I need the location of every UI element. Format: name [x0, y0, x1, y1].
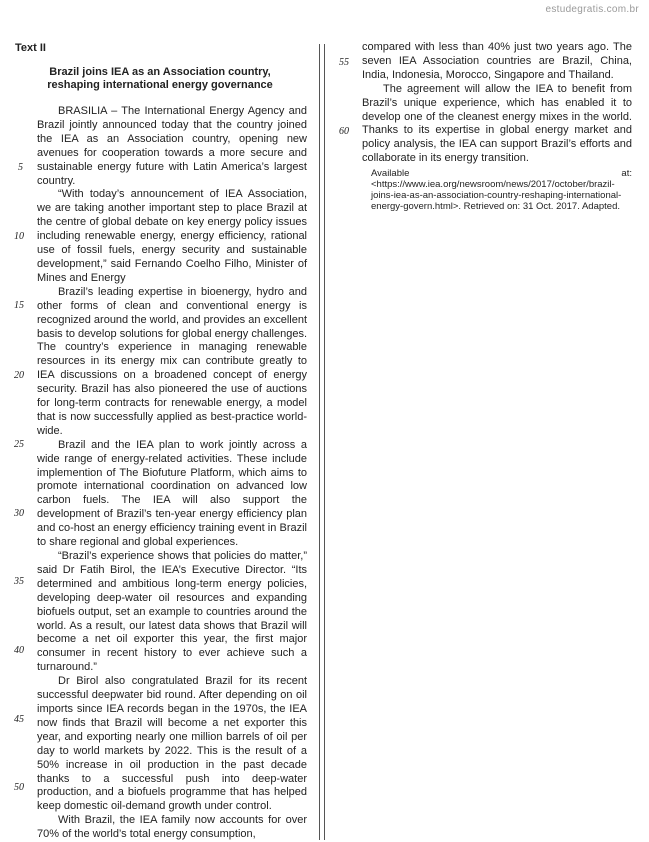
line-number: 10	[14, 231, 24, 242]
line-number: 25	[14, 439, 24, 450]
source-citation: Available at: <https://www.iea.org/newsroom/news/2017/october/brazil-joins-iea-as-an-association-country-reshaping-international-energy-govern.html>. Retrieved on: 31 Oct. 2017. Adapted.	[371, 168, 632, 212]
line-number: 30	[14, 508, 24, 519]
line-number: 50	[14, 782, 24, 793]
line-number: 35	[14, 576, 24, 587]
column-divider	[319, 44, 325, 840]
paragraph: The agreement will allow the IEA to benefit from Brazil’s unique experience, which has enabled it to develop one of the cleanest energy mixes in the world. Thanks to its expertise in global energy market and policy analysis, the IEA can support Brazil’s efforts and collaborate in its energy transition.	[362, 82, 632, 165]
paragraph: BRASILIA – The International Energy Agency and Brazil jointly announced today that the country joined the IEA as an Association country, opening new avenues for cooperation towards a more secure and sustainable energy future with Latin America’s largest country.	[37, 105, 307, 187]
article-title: Brazil joins IEA as an Association country, reshaping international energy governance	[47, 66, 273, 91]
line-number: 20	[14, 370, 24, 381]
watermark: estudegratis.com.br	[545, 4, 639, 15]
line-number: 5	[18, 162, 23, 173]
paragraph: Brazil and the IEA plan to work jointly across a wide range of energy-related activities. These include implemention of The Biofuture Platform, which aims to promote international coordination on advanced low carbon fuels. The IEA will also support the development of Brazil’s ten-year energy efficiency plan and co-host an energy efficiency training event in Brazil to share regional and global experiences.	[37, 438, 307, 549]
paragraph: compared with less than 40% just two years ago. The seven IEA Association countries are Brazil, China, India, Indonesia, Morocco, Singapore and Thailand.	[362, 41, 632, 81]
line-number: 15	[14, 300, 24, 311]
section-label: Text II	[15, 42, 46, 54]
paragraph: “Brazil’s experience shows that policies do matter,” said Dr Fatih Birol, the IEA’s Executive Director. “Its determined and ambitious long-term energy policies, developing deep-water oil resources and expanding biofuels output, set an example to countries around the world. As a result, our latest data shows that Brazil will become a net oil exporter this year, the first major consumer in recent history to ever achieve such a turnaround.”	[37, 550, 307, 674]
line-number: 55	[339, 57, 349, 68]
left-column	[37, 105, 307, 842]
paragraph: “With today’s announcement of IEA Association, we are taking another important step to place Brazil at the centre of global debate on key energy policy issues including renewable energy, energy efficiency, rational use of fossil fuels, energy security and sustainable development,” said Fernando Coelho Filho, Minister of Mines and Energy	[37, 188, 307, 284]
paragraph: With Brazil, the IEA family now accounts for over 70% of the world’s total energy consumption,	[37, 814, 307, 841]
line-number: 40	[14, 645, 24, 656]
paragraph: Dr Birol also congratulated Brazil for its recent successful deepwater bid round. After depending on oil imports since IEA records began in the 1970s, the IEA now finds that Brazil will become a net exporter this year, and exporting nearly one million barrels of oil per day to world markets by 2022. This is the result of a 50% increase in oil production in the past decade thanks to a successful push into deep-water production, and a biofuels programme that has helped keep domestic oil-demand growth under control.	[37, 675, 307, 813]
line-number: 60	[339, 126, 349, 137]
paragraph: Brazil’s leading expertise in bioenergy, hydro and other forms of clean and conventional energy is recognized around the world, and provides an excellent basis to develop solutions for global energy challenges. The country’s experience in managing renewable resources in its energy mix can contribute greatly to IEA discussions on a broadened concept of energy security. Brazil has also pioneered the use of auctions for long-term contracts for renewable energy, a model that is now successfully applied as best-practice world-wide.	[37, 285, 307, 437]
line-number: 45	[14, 714, 24, 725]
right-column	[362, 41, 632, 166]
